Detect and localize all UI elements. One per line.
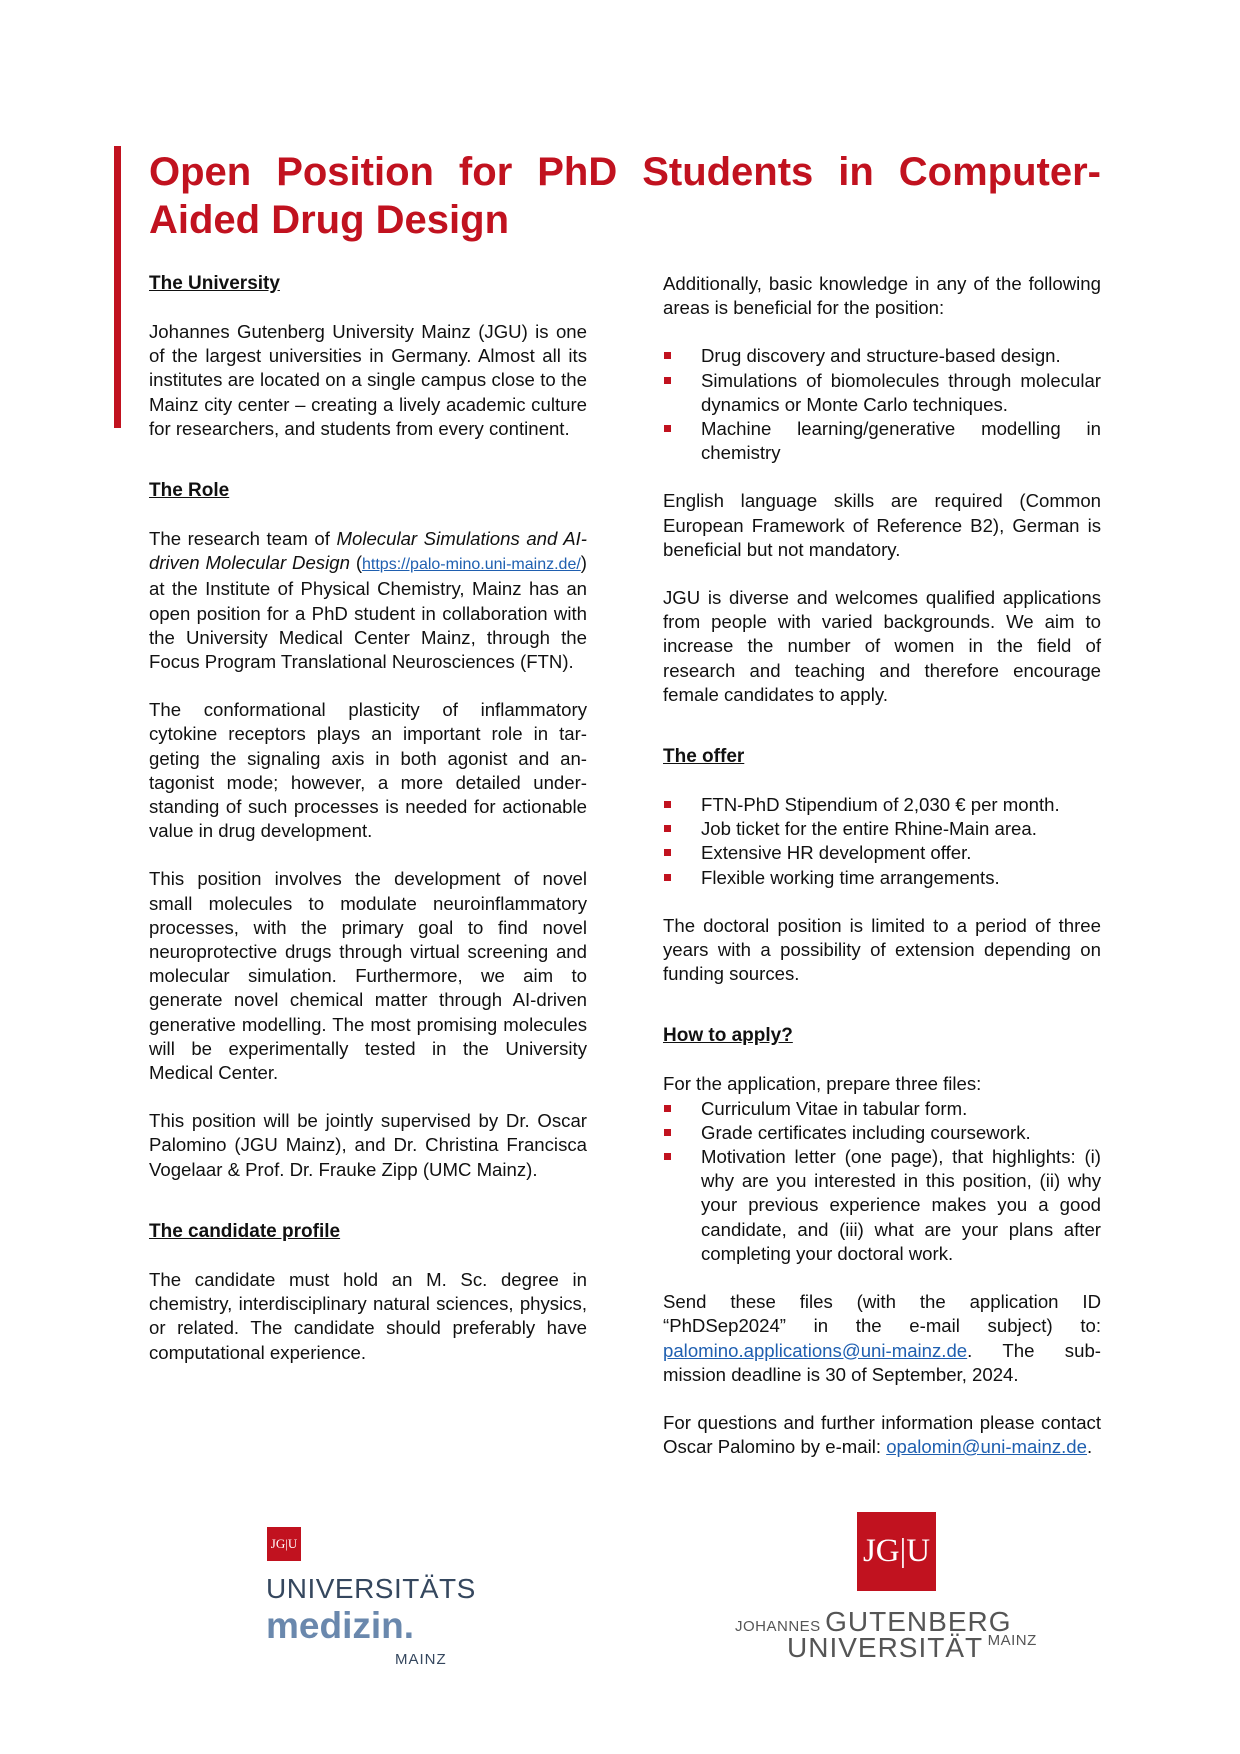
contact-email-link[interactable]: opalomin@uni-mainz.de [886,1436,1087,1458]
list-item: FTN-PhD Stipendium of 2,030 € per month. [663,793,1101,817]
paren-open: ( [349,552,363,574]
list-item: Extensive HR development offer. [663,841,1101,865]
position-text: This position involves the development of novel small molecules to modulate neuroinflammatory processes, with the primary goal to find novel neuroprotective drugs through virtual screening and molecular simulation. Furthermore, we aim to generate novel chemical matter through AI-driven generative modelling. The most promising molecules will be experimentally tested in the University Medical Center. [149,868,587,1084]
team-name: Molecular Simulations and AI-driven Molecular Design [149,528,588,574]
university-text: Johannes Gutenberg University Mainz (JGU) is one of the largest universities in Germany. Almost all its institutes are located on a single campus close to the Mainz city center – creating a lively academic culture for researchers, and students from every continent. [149,321,587,439]
list-item: Motivation letter (one page), that highlights: (i) why are you interested in this position, (ii) why your previous experience makes you a good candidate, and (iii) what are your plans after completing your doctoral work. [663,1145,1101,1266]
bullet-square-icon [664,801,671,808]
knowledge-intro: Additionally, basic knowledge in any of the following areas is beneficial for the position: [663,273,1101,319]
offer-list [663,793,1101,890]
send-text: Send these files (with the application ID “PhDSep2024” in the e-mail subject) to: palomino.applications@uni-mainz.de. The submission deadline is 30 of September, 2024. [663,1291,1101,1385]
plasticity-text: The conformational plasticity of inflammatory cytokine receptors plays an important role in targeting the signaling axis in both agonist and antagonist mode; however, a more detailed understanding of such processes is needed for actionable value in drug development. [149,699,587,842]
offer-heading: The offer [663,746,745,768]
role-text-start: The research team of [149,528,337,550]
application-email-link[interactable]: palomino.applications@uni-mainz.de [663,1339,968,1361]
list-item: Simulations of biomolecules through molecular dynamics or Monte Carlo techniques. [663,369,1101,417]
accent-bar [114,146,121,428]
left-column [149,272,587,1389]
role-text [149,527,587,674]
jgu-mark-icon: JG|U [857,1512,936,1591]
apply-list [663,1097,1101,1266]
team-website-link[interactable]: https://palo-mino.uni-mainz.de/ [362,556,581,574]
bullet-square-icon [664,874,671,881]
bullet-square-icon [664,1153,671,1160]
apply-intro: For the application, prepare three files: [663,1073,982,1095]
role-heading: The Role [149,480,230,502]
language-text: English language skills are required (Common European Framework of Reference B2), German is beneficial but not mandatory. [663,490,1101,560]
umc-logo-line2: medizin. [266,1605,415,1646]
page-title: Open Position for PhD Students in Computer-Aided Drug Design [149,150,1101,242]
contact-text: For questions and further information please contact Oscar Palomino by e-mail: opalomin@uni-mainz.de. [663,1411,1101,1458]
umc-logo [262,1527,476,1677]
list-item: Job ticket for the entire Rhine-Main area. [663,817,1101,841]
list-item: Drug discovery and structure-based design. [663,344,1101,368]
university-heading: The University [149,273,280,294]
list-item: Curriculum Vitae in tabular form. [663,1097,1101,1121]
role-text-end: ) at the Institute of Physical Chemistry, Mainz has an open position for a PhD student in collaboration with the University Medical Center Mainz, through the Focus Program Translational Neurosciences (FTN). [149,552,587,673]
apply-heading: How to apply? [663,1025,793,1047]
umc-logo-line3: MAINZ [395,1651,447,1668]
bullet-square-icon [664,377,671,384]
list-item: Grade certificates including coursework. [663,1121,1101,1145]
jgu-mark-icon: JG|U [267,1527,301,1561]
jgu-logo [735,1512,1037,1677]
profile-text: The candidate must hold an M. Sc. degree in chemistry, interdisciplinary natural sciences, physics, or related. The candidate should preferably have computational experience. [149,1268,587,1363]
right-column [663,272,1101,1483]
knowledge-list [663,344,1101,465]
supervision-text: This position will be jointly supervised by Dr. Oscar Palomino (JGU Mainz), and Dr. Christina Francisca Vogelaar & Prof. Dr. Frauke Zipp (UMC Mainz). [149,1110,587,1180]
bullet-square-icon [664,425,671,432]
list-item: Machine learning/generative modelling in chemistry [663,417,1101,465]
bullet-square-icon [664,1129,671,1136]
duration-text: The doctoral position is limited to a period of three years with a possibility of extension depending on funding sources. [663,914,1101,985]
bullet-square-icon [664,825,671,832]
jgu-logo-line2: UNIVERSITÄT MAINZ [787,1632,1037,1663]
diversity-text: JGU is diverse and welcomes qualified applications from people with varied backgrounds. We aim to increase the number of women in the field of research and teaching and therefore encourage female candidates to apply. [663,587,1101,705]
profile-heading: The candidate profile [149,1220,341,1242]
list-item: Flexible working time arrangements. [663,866,1101,890]
bullet-square-icon [664,1105,671,1112]
jgu-logo-line1: JOHANNES GUTENBERG [735,1606,1012,1637]
bullet-square-icon [664,352,671,359]
umc-logo-line1: UNIVERSITÄTS [266,1573,476,1604]
bullet-square-icon [664,849,671,856]
